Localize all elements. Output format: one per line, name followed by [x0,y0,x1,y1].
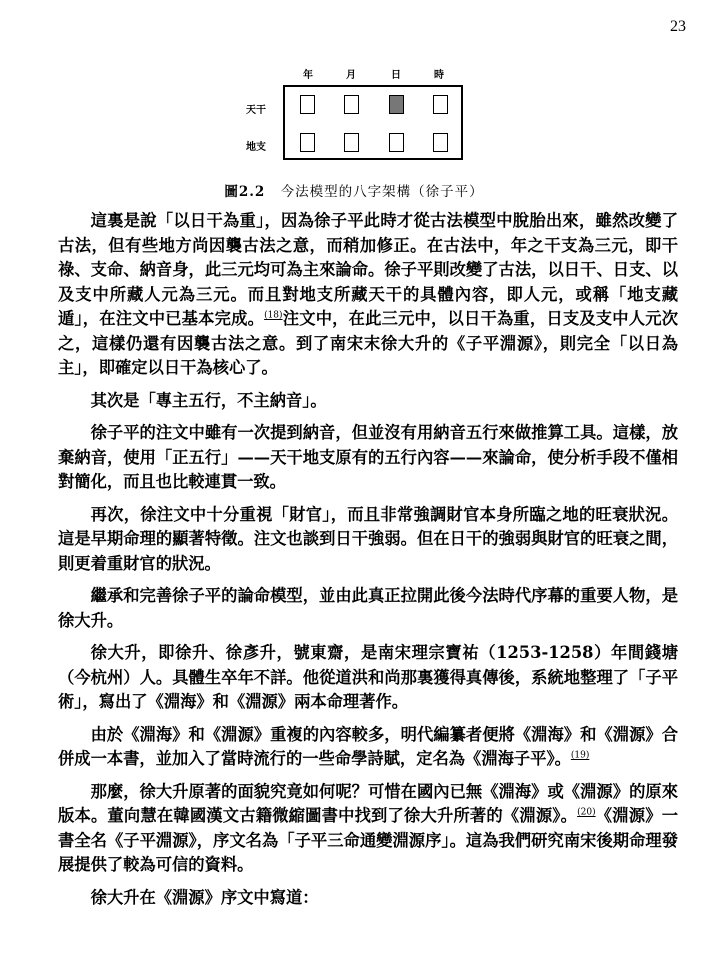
emphasis-modern-era: 今法時代 [465,586,532,605]
branch-cell-day [389,133,404,152]
paragraph-5-post: 序幕的重要人物，是徐大升。 [58,586,678,630]
row-header-heavenly-stem: 天干 [246,105,266,116]
footnote-ref-20[interactable]: (20) [577,807,596,818]
row-header-earthly-branch: 地支 [246,142,266,153]
stem-cell-month [344,95,359,114]
paragraph-1-tail: 注文中，在此三元中，以日干為重，日支及支中人元次之，這樣仍還有因襲古法之意。到了南宋末徐大升的《子平淵源》，則完全「以日為主」，即確定以日干為核心了。 [58,309,678,377]
paragraph-3: 徐子平的注文中雖有一次提到納音，但並沒有用納音五行來做推算工具。這樣，放棄納音，使用「正五行」——天干地支原有的五行內容——來論命，使分析手段不僅相對簡化，而且也比較連貫一致。 [58,423,678,491]
branch-cell-month [344,133,359,152]
paragraph-2: 其次是「專主五行，不主納音」。 [90,390,327,410]
paragraph-1 [58,209,678,381]
paragraph-8-text: 那麼，徐大升原著的面貌究竟如何呢？可惜在國內已無《淵海》或《淵源》的原來版本。董向慧在韓國漢文古籍微縮圖書中找到了徐大升所著的《淵源》。 [58,781,678,825]
body-text [58,209,678,910]
figure-caption-text: 今法模型的八字架構（徐子平） [280,184,484,200]
paragraph-6: 徐大升，即徐升、徐彥升，號東齋，是南宋理宗寶祐（1253-1258）年間錢塘（今杭州）人。具體生卒年不詳。他從道洪和尚那裏獲得真傳後，系統地整理了「子平術」，寫出了《淵海》和《淵源》兩本命理著作。 [58,643,678,711]
stem-cell-hour [433,95,448,114]
page-number: 23 [670,18,686,35]
column-header-year: 年 [303,70,313,81]
branch-cell-hour [433,133,448,152]
paragraph-9: 徐大升在《淵源》序文中寫道： [90,887,319,907]
paragraph-5 [58,584,678,633]
column-header-day: 日 [391,70,401,81]
footnote-ref-19[interactable]: (19) [570,750,590,761]
column-header-month: 月 [346,70,356,81]
figure-caption [0,180,708,200]
branch-cell-year [300,133,315,152]
footnote-ref-18[interactable]: (18) [264,310,283,321]
paragraph-8-tail: 《淵源》一書全名《子平淵源》，序文名為「子平三命通變淵源序」。這為我們研究南宋後期命理發展提供了較為可信的資料。 [58,806,678,874]
bazi-structure-figure [0,0,708,200]
paragraph-1-text: 這裏是說「以日干為重」，因為徐子平此時才從古法模型中脫胎出來，雖然改變了古法，但有些地方尚因襲古法之意，而稍加修正。在古法中，年之干支為三元，即干祿、支命、納音身，此三元均可為主來論命。徐子平則改變了古法，以日干、日支、以及支中所藏人元為三元。而且對地支所藏天干的具體內容，即人元，或稱「地支藏遁」，在注文中已基本完成。 [58,211,678,328]
paragraph-7 [58,723,678,772]
stem-cell-day-highlighted [389,95,404,114]
figure-caption-number: 圖2.2 [224,184,266,200]
paragraph-5-pre: 繼承和完善徐子平的論命模型，並由此真正拉開此後 [90,586,466,605]
paragraph-7-text: 由於《淵海》和《淵源》重複的內容較多，明代編纂者便將《淵海》和《淵源》合併成一本書，並加入了當時流行的一些命學詩賦，定名為《淵海子平》。 [58,724,678,768]
stem-cell-year [300,95,315,114]
paragraph-4: 再次，徐注文中十分重視「財官」，而且非常強調財官本身所臨之地的旺衰狀況。這是早期命理的顯著特徵。注文也談到日干強弱。但在日干的強弱與財官的旺衰之間，則更着重財官的狀況。 [58,504,678,573]
paragraph-8 [58,780,678,878]
column-header-hour: 時 [434,70,444,81]
